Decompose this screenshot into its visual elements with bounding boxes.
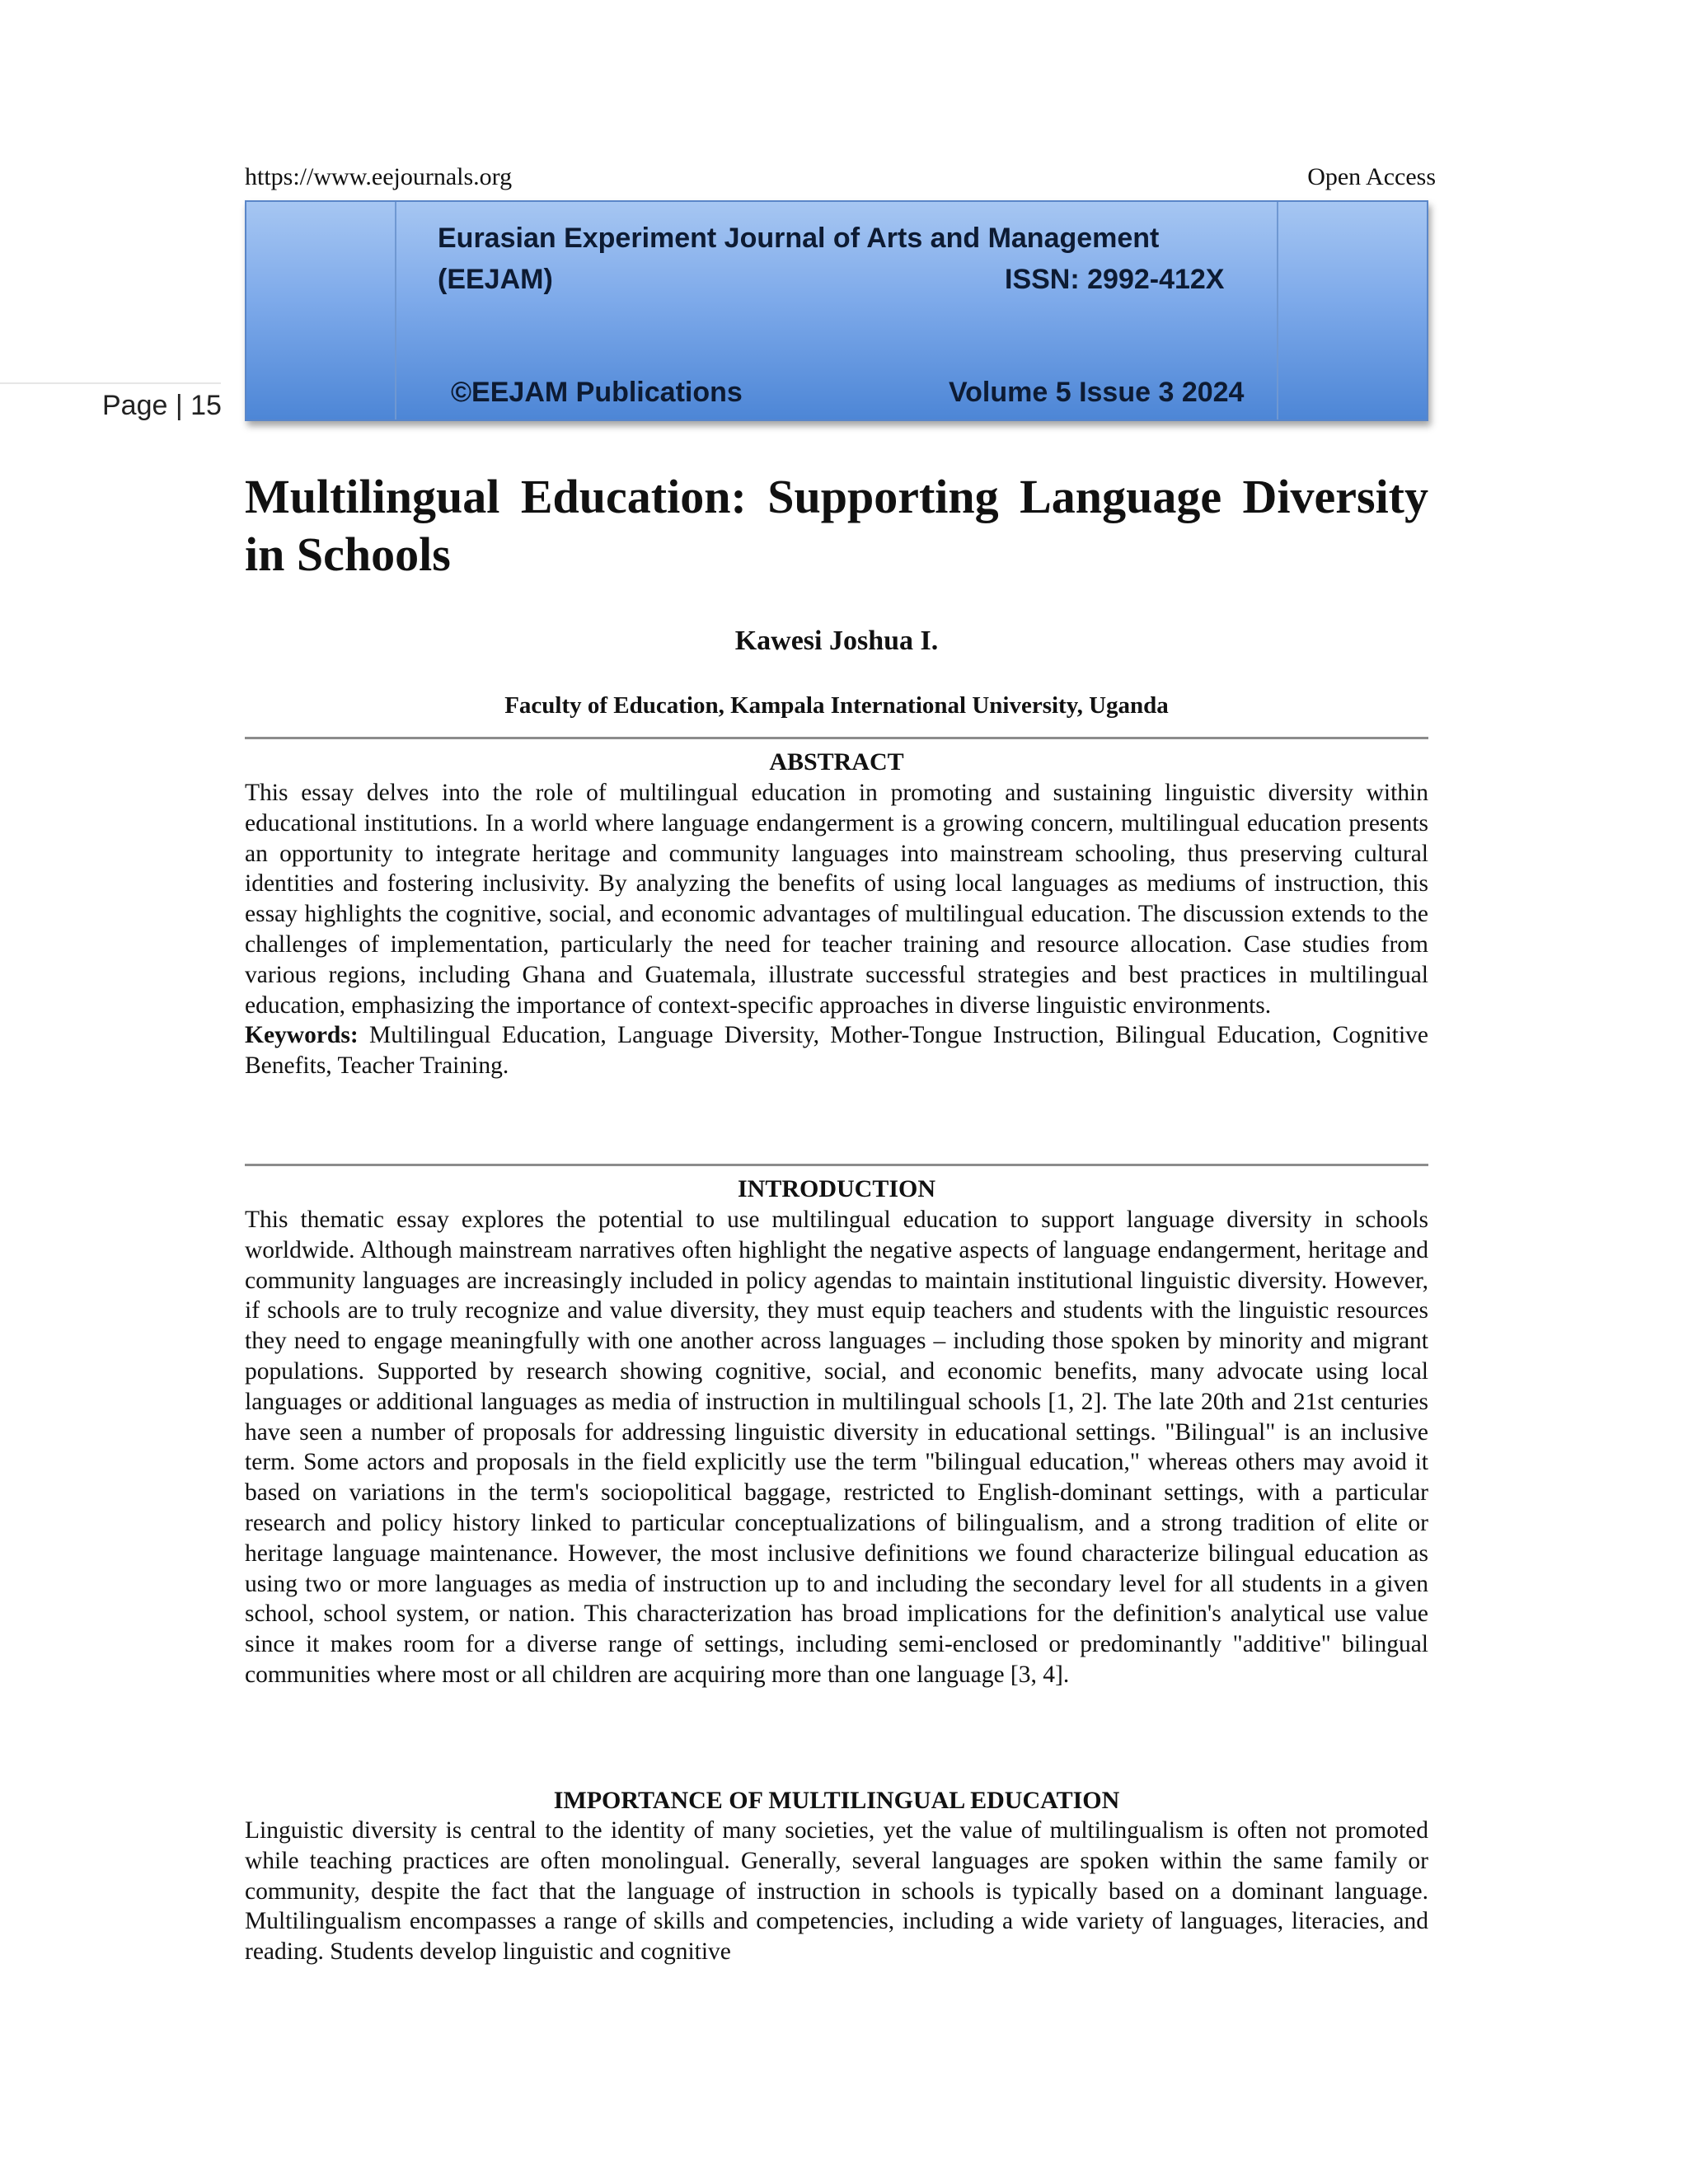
page-number: Page | 15 <box>102 390 222 421</box>
page-margin-rule <box>0 382 221 384</box>
open-access-label: Open Access <box>1307 163 1436 190</box>
journal-banner <box>245 200 1428 421</box>
journal-abbreviation: (EEJAM) <box>438 264 553 295</box>
introduction-heading: INTRODUCTION <box>737 1175 936 1202</box>
section-rule <box>245 737 1428 739</box>
importance-heading: IMPORTANCE OF MULTILINGUAL EDUCATION <box>553 1787 1120 1814</box>
section-rule <box>245 1164 1428 1166</box>
abstract-text: This essay delves into the role of multilingual education in promoting and sustaining linguistic diversity within educational institutions. In a world where language endangerment is a growing concern, multilingual education presents an opportunity to integrate heritage and community languages into mainstream schooling, thus preserving cultural identities and fostering inclusivity. By analyzing the benefits of using local languages as mediums of instruction, this essay highlights the cognitive, social, and economic advantages of multilingual education. The discussion extends to the challenges of implementation, particularly the need for teacher training and resource allocation. Case studies from various regions, including Ghana and Guatemala, illustrate successful strategies and best practices in multilingual education, emphasizing the importance of context-specific approaches in diverse linguistic environments. <box>245 780 1428 1019</box>
keywords-text: Multilingual Education, Language Diversity, Mother-Tongue Instruction, Bilingual Education, Cognitive Benefits, Teacher Training. <box>245 1022 1428 1080</box>
publisher-name: ©EEJAM Publications <box>451 377 743 408</box>
keywords-label: Keywords: <box>245 1022 359 1049</box>
journal-issn: ISSN: 2992-412X <box>1005 264 1225 295</box>
banner-divider-right <box>1277 202 1278 419</box>
volume-issue: Volume 5 Issue 3 2024 <box>949 377 1245 408</box>
importance-text: Linguistic diversity is central to the identity of many societies, yet the value of multilingualism is often not promoted while teaching practices are often monolingual. Generally, several languages are spoken within the same family or community, despite the fact that the language of instruction in schools is typically based on a dominant language. Multilingualism encompasses a range of skills and competencies, including a wide variety of languages, literacies, and reading. Students develop linguistic and cognitive <box>245 1817 1428 1966</box>
article-author: Kawesi Joshua I. <box>734 626 939 656</box>
banner-divider-left <box>395 202 396 419</box>
abstract-section <box>245 778 1428 1081</box>
keywords-line <box>245 1020 1428 1081</box>
author-affiliation: Faculty of Education, Kampala International University, Uganda <box>504 692 1169 719</box>
abstract-heading: ABSTRACT <box>769 748 904 776</box>
journal-url[interactable]: https://www.eejournals.org <box>245 163 513 190</box>
introduction-text: This thematic essay explores the potential to use multilingual education to support language diversity in schools worldwide. Although mainstream narratives often highlight the negative aspects of language endangerment, heritage and community languages are increasingly included in policy agendas to maintain institutional linguistic diversity. However, if schools are to truly recognize and value diversity, they must equip teachers and students with the linguistic resources they need to engage meaningfully with one another across languages – including those spoken by minority and migrant populations. Supported by research showing cognitive, social, and economic benefits, many advocate using local languages or additional languages as media of instruction in multilingual schools [1, 2]. The late 20th and 21st centuries have seen a number of proposals for addressing linguistic diversity in educational settings. "Bilingual" is an inclusive term. Some actors and proposals in the field explicitly use the term "bilingual education," whereas others may avoid it based on variations in the term's sociopolitical baggage, restricted to English-dominant settings, with a particular research and policy history linked to particular conceptualizations of bilingualism, and a strong tradition of elite or heritage language maintenance. However, the most inclusive definitions we found characterize bilingual education as using two or more languages as media of instruction up to and including the secondary level for all students in a given school, school system, or nation. This characterization has broad implications for the definition's analytical use value since it makes room for a diverse range of settings, including semi-enclosed or predominantly "additive" bilingual communities where most or all children are acquiring more than one language [3, 4]. <box>245 1207 1428 1688</box>
journal-name: Eurasian Experiment Journal of Arts and Management <box>438 223 1160 254</box>
article-title: Multilingual Education: Supporting Language Diversity in Schools <box>245 470 1428 581</box>
